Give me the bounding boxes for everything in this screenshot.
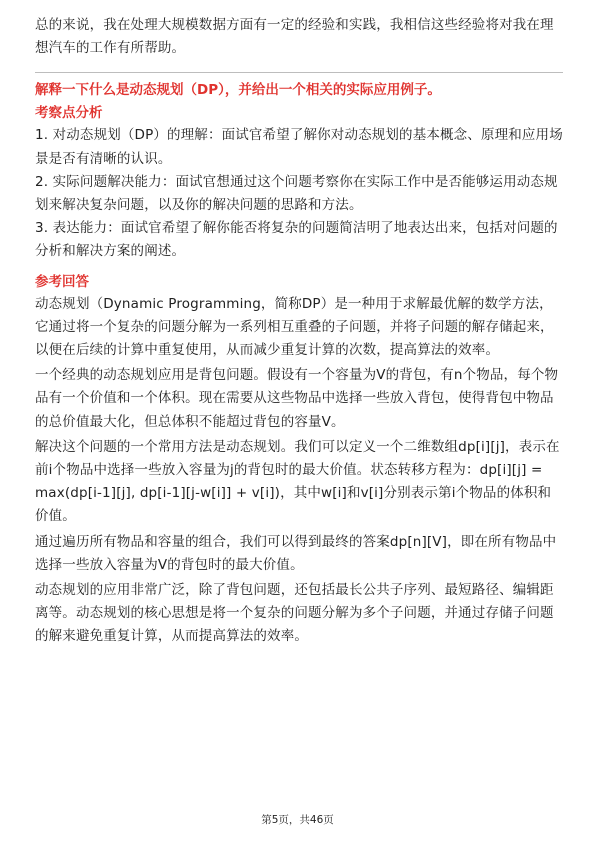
answer-heading: 参考回答 xyxy=(35,273,89,290)
answer-paragraph: 动态规划（Dynamic Programming，简称DP）是一种用于求解最优解的数学方法，它通过将一个复杂的问题分解为一系列相互重叠的子问题，并将子问题的解存储起来，以便在后续的计算中重复使用，从而减少重复计算的次数，提高算法的效率。 xyxy=(35,295,554,359)
intro-paragraph: 总的来说，我在处理大规模数据方面有一定的经验和实践，我相信这些经验将对我在理想汽车的工作有所帮助。 xyxy=(35,17,554,57)
analysis-heading: 考察点分析 xyxy=(35,105,103,122)
answer-paragraph: 一个经典的动态规划应用是背包问题。假设有一个容量为V的背包，有n个物品，每个物品有一个价值和一个体积。现在需要从这些物品中选择一些放入背包，使得背包中物品的总价值最大化，但总体积不能超过背包的容量V。 xyxy=(35,367,559,430)
section-divider xyxy=(35,72,563,73)
answer-paragraph: 解决这个问题的一个常用方法是动态规划。我们可以定义一个二维数组dp[i][j]，表示在前i个物品中选择一些放入容量为j的背包时的最大价值。状态转移方程为：dp[i][j] = max(dp[i-1][j], dp[i-1][j-w[i]] + v[i])，其中w[i]和v[i]分别表示第i个物品的体积和价值。 xyxy=(35,438,560,525)
page-content xyxy=(35,14,563,649)
analysis-point: 1. 对动态规划（DP）的理解：面试官希望了解你对动态规划的基本概念、原理和应用场景是否有清晰的认识。 xyxy=(35,127,563,167)
question-title: 解释一下什么是动态规划（DP），并给出一个相关的实际应用例子。 xyxy=(35,82,441,99)
answer-paragraph: 动态规划的应用非常广泛，除了背包问题，还包括最长公共子序列、最短路径、编辑距离等。动态规划的核心思想是将一个复杂的问题分解为多个子问题，并通过存储子问题的解来避免重复计算，从而提高算法的效率。 xyxy=(35,582,554,645)
page-number-footer: 第5页，共46页 xyxy=(261,814,334,826)
analysis-point: 3. 表达能力：面试官希望了解你能否将复杂的问题简洁明了地表达出来，包括对问题的分析和解决方案的阐述。 xyxy=(35,220,558,260)
answer-paragraph: 通过遍历所有物品和容量的组合，我们可以得到最终的答案dp[n][V]，即在所有物品中选择一些放入容量为V的背包时的最大价值。 xyxy=(35,533,557,573)
analysis-point: 2. 实际问题解决能力：面试官想通过这个问题考察你在实际工作中是否能够运用动态规划来解决复杂问题，以及你的解决问题的思路和方法。 xyxy=(35,173,558,214)
